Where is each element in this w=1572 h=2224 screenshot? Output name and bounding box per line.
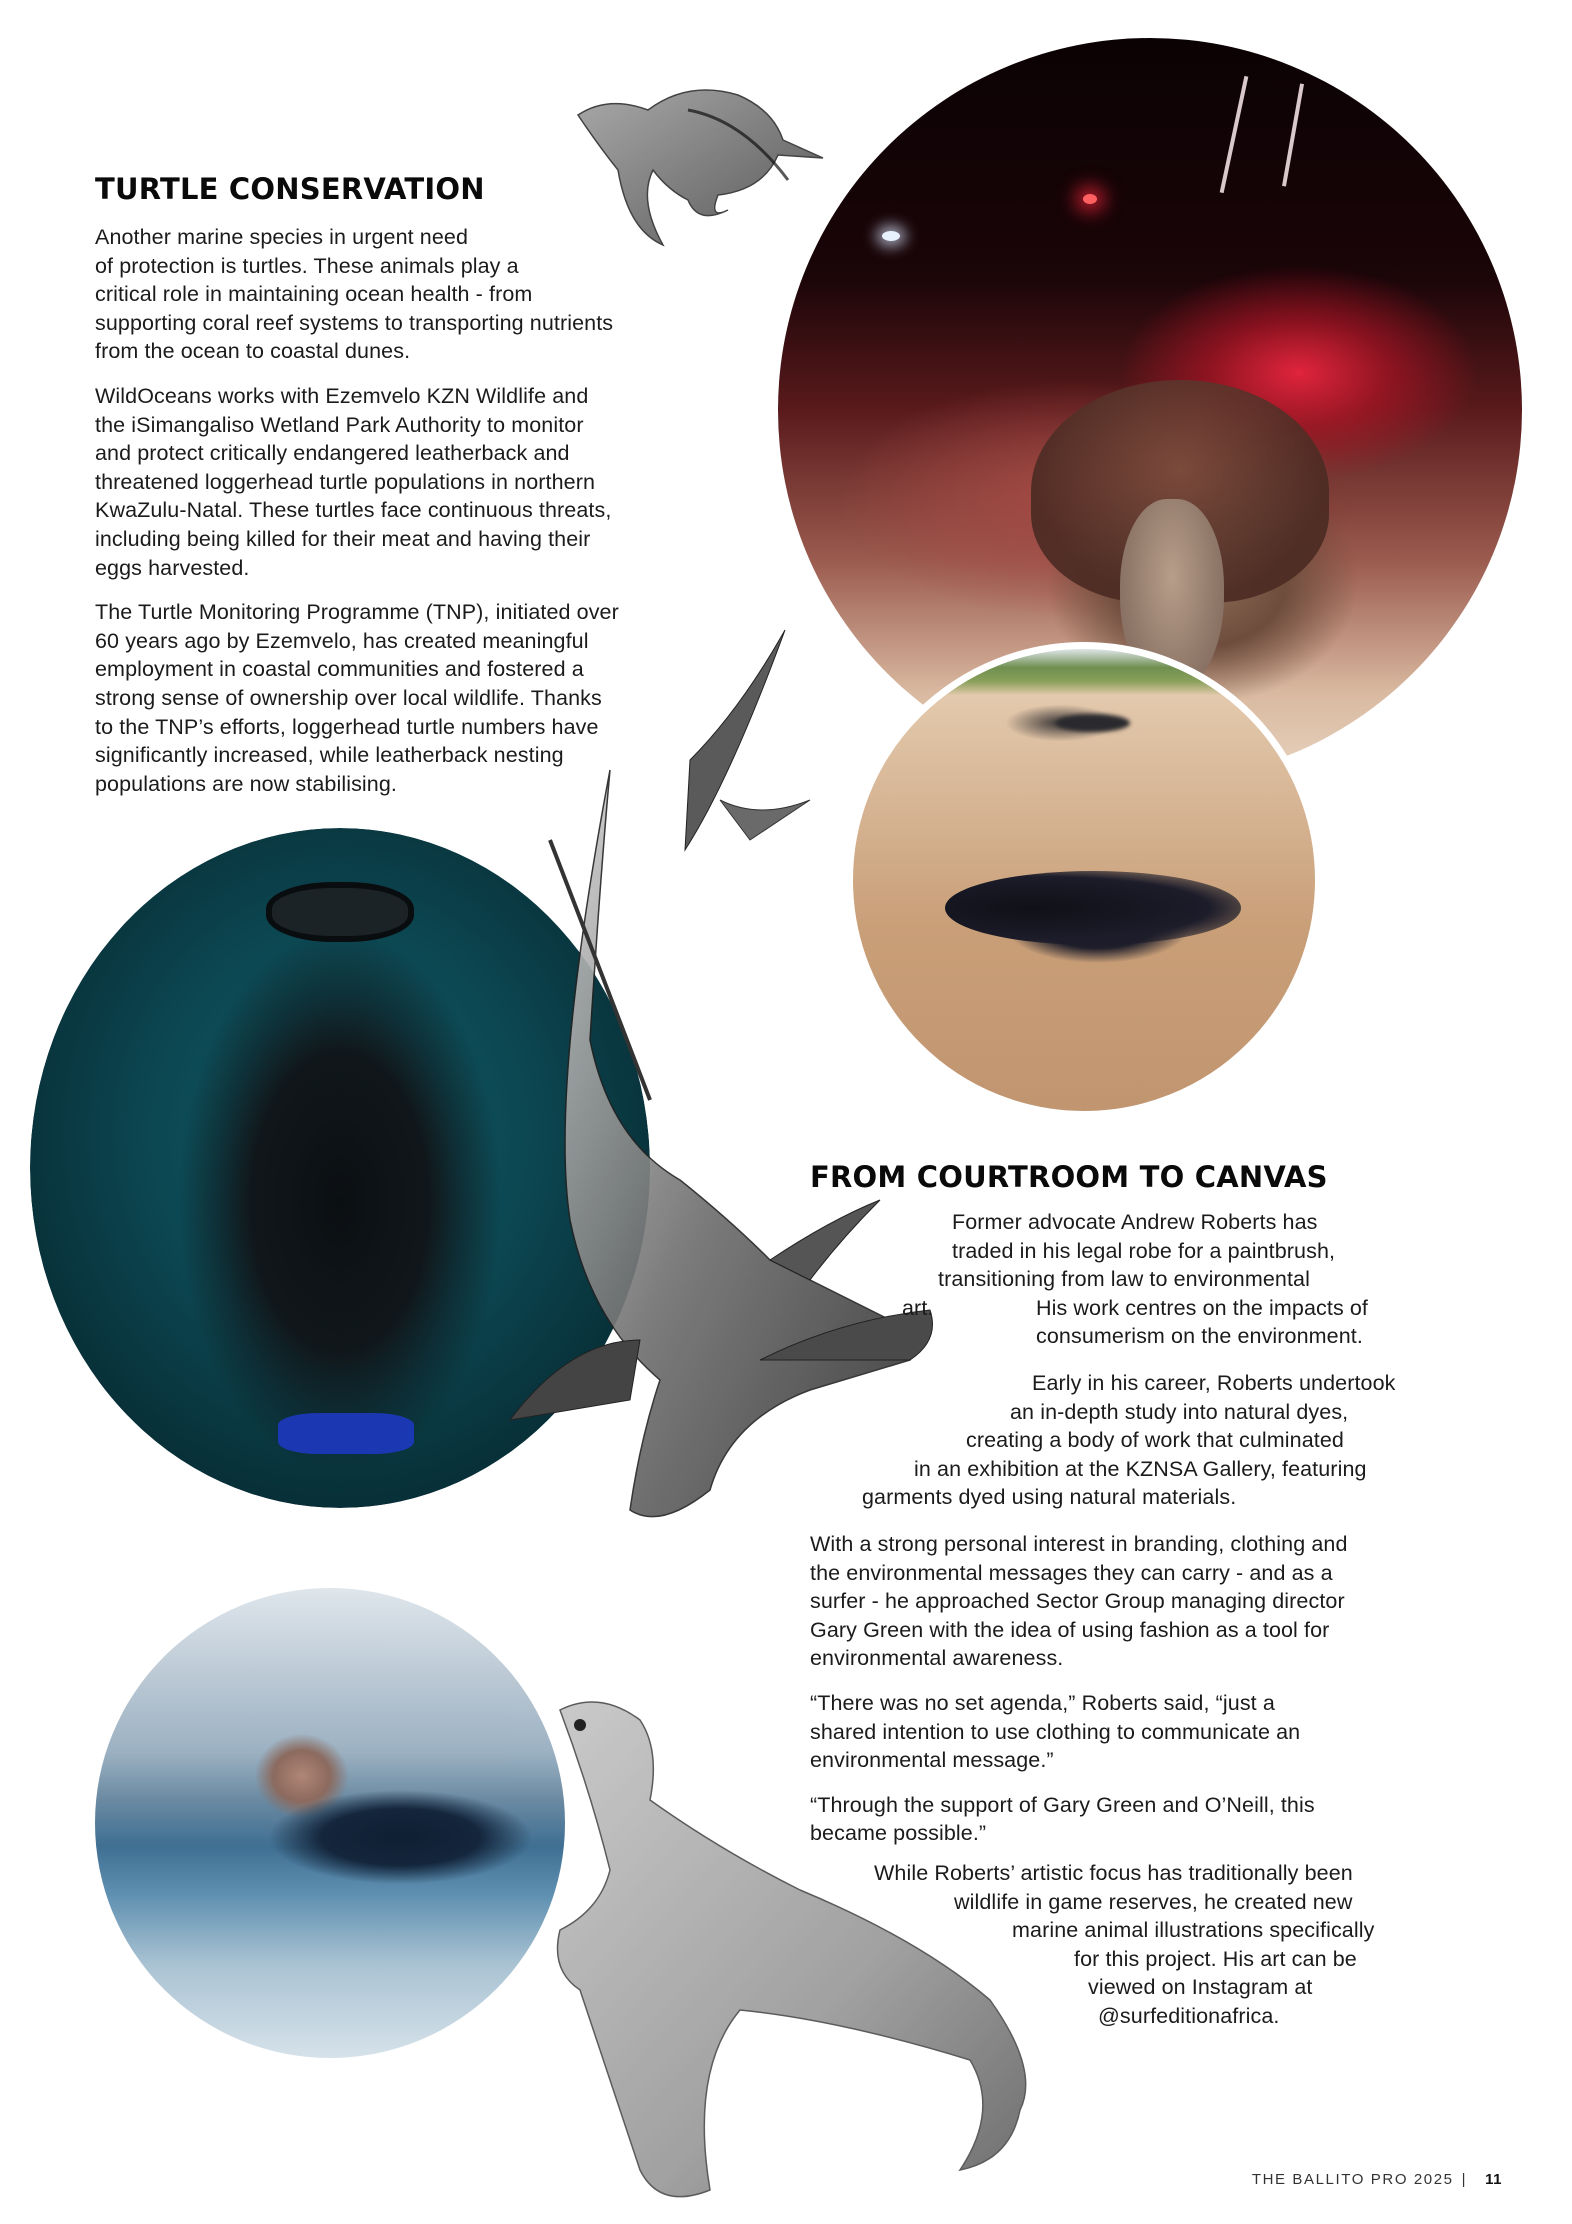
page-footer [1252,2171,1502,2188]
text-line: in an exhibition at the KZNSA Gallery, featuring [914,1456,1367,1481]
section-heading-courtroom-to-canvas: FROM COURTROOM TO CANVAS [810,1160,1328,1194]
text-line: traded in his legal robe for a paintbrush, [952,1238,1336,1263]
text-line: While Roberts’ artistic focus has traditionally been [874,1861,1353,1885]
dive-mask [266,882,414,942]
text-line: Another marine species in urgent need [95,225,469,249]
reflective-stripe [1282,83,1304,186]
text-line: @surfeditionafrica. [1098,2004,1280,2028]
text-line: for this project. His art can be [1074,1946,1357,1971]
reflective-stripe [1219,76,1248,193]
text-line: environmental message.” [810,1748,1054,1773]
red-headlamp-light [1083,194,1097,204]
text-line: to the TNP’s efforts, loggerhead turtle numbers have [95,714,599,739]
text-line: populations are now stabilising. [95,771,397,796]
text-line: threatened loggerhead turtle populations in northern [95,469,596,494]
paragraph [95,223,775,366]
courtroom-body-continued [810,1530,1510,1848]
footer-separator: | [1461,2171,1468,2188]
text-line: The Turtle Monitoring Programme (TNP), initiated over [95,600,619,625]
text-line: eggs harvested. [95,555,250,580]
text-line: critical role in maintaining ocean health - from [95,282,533,307]
text-line: including being killed for their meat and having their [95,526,591,551]
publication-name: THE BALLITO PRO 2025 [1251,2171,1454,2188]
headlamp-light [882,231,900,241]
text-line: consumerism on the environment. [1036,1324,1363,1349]
dive-fins [278,1413,414,1454]
paragraph [95,382,775,582]
text-line: KwaZulu-Natal. These turtles face continuous threats, [95,498,612,523]
text-line: from the ocean to coastal dunes. [95,339,411,364]
text-line: environmental awareness. [810,1646,1064,1671]
surfer-photo [95,1588,565,2058]
text-line: wildlife in game reserves, he created new [954,1889,1353,1914]
quote-paragraph [810,1689,1510,1775]
text-line: of protection is turtles. These animals play a [95,253,519,278]
text-line: “Through the support of Gary Green and O’Neill, this [810,1792,1315,1817]
page-number: 11 [1485,2171,1502,2188]
text-line: His work centres on the impacts of [1036,1295,1368,1320]
text-line: employment in coastal communities and fostered a [95,657,584,682]
paragraph [95,598,775,798]
quote-paragraph [810,1791,1510,1848]
text-line: became possible.” [810,1821,987,1846]
text-line: shared intention to use clothing to communicate an [810,1719,1301,1744]
text-line: transitioning from law to environmental [938,1267,1310,1292]
text-line: Early in his career, Roberts undertook [1032,1371,1396,1395]
text-line: supporting coral reef systems to transporting nutrients [95,310,614,335]
text-line: strong sense of ownership over local wildlife. Thanks [95,685,602,710]
text-line: and protect critically endangered leatherback and [95,441,570,466]
text-line: With a strong personal interest in branding, clothing and [810,1532,1348,1556]
text-line: an in-depth study into natural dyes, [1010,1399,1349,1424]
turtle-conservation-body [95,223,775,798]
text-line: WildOceans works with Ezemvelo KZN Wildlife and [95,383,589,408]
text-line: creating a body of work that culminated [966,1428,1344,1453]
text-line: 60 years ago by Ezemvelo, has created meaningful [95,628,589,653]
text-line: Gary Green with the idea of using fashion as a tool for [810,1617,1330,1642]
text-line: surfer - he approached Sector Group managing director [810,1589,1345,1614]
text-line: marine animal illustrations specifically [1012,1918,1375,1943]
paragraph [810,1530,1510,1673]
text-line: “There was no set agenda,” Roberts said, “just a [810,1690,1275,1715]
text-line: significantly increased, while leatherback nesting [95,743,564,768]
distant-hatchling [1056,714,1130,732]
text-line: art. [902,1295,934,1320]
text-line: viewed on Instagram at [1088,1975,1313,2000]
text-line: garments dyed using natural materials. [862,1485,1237,1510]
text-line: the environmental messages they can carry - and as a [810,1560,1333,1585]
text-line: Former advocate Andrew Roberts has [952,1210,1318,1234]
text-line: the iSimangaliso Wetland Park Authority to monitor [95,412,584,437]
section-heading-turtle-conservation: TURTLE CONSERVATION [95,172,485,206]
